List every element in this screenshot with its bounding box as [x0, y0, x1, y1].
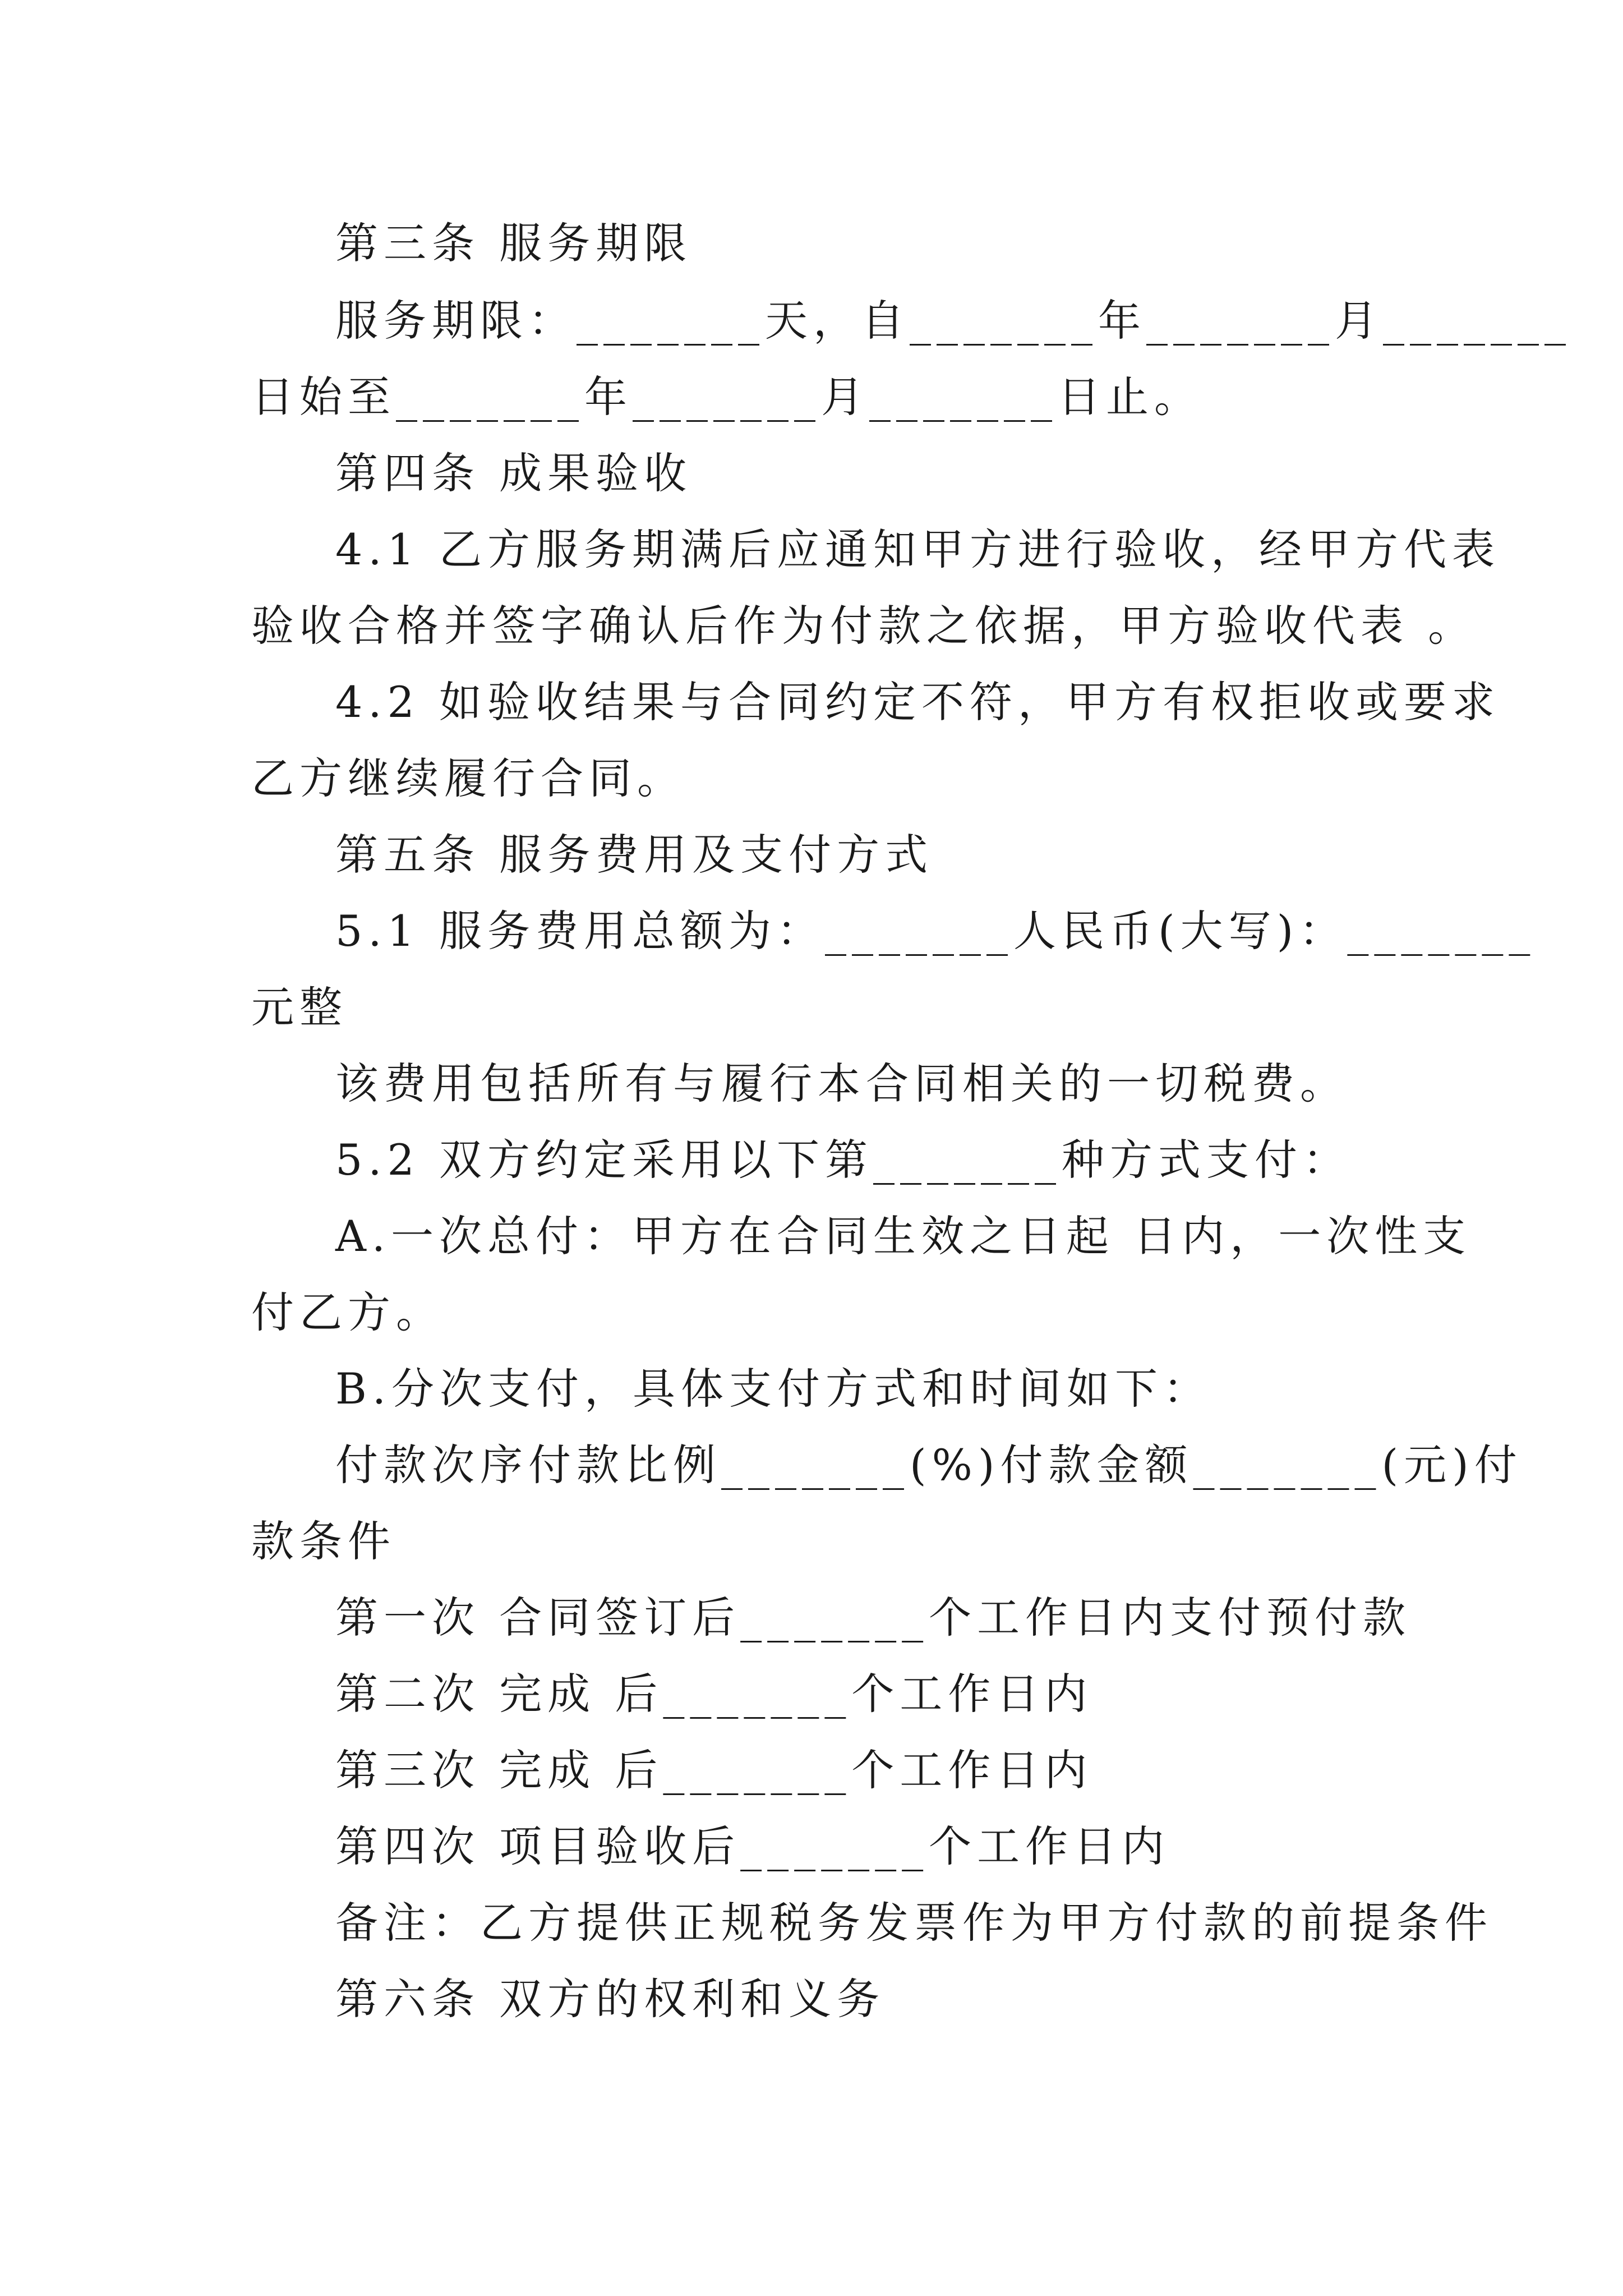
section-heading-3: 第三条 服务期限 — [335, 218, 693, 268]
payment-row: 第二次 完成 后_______个工作日内 — [335, 1669, 1093, 1719]
payment-row: 第三次 完成 后_______个工作日内 — [335, 1745, 1093, 1795]
paragraph-line: 该费用包括所有与履行本合同相关的一切税费。 — [335, 1059, 1348, 1108]
section-heading-6: 第六条 双方的权利和义务 — [335, 1974, 886, 2024]
paragraph-line: 付乙方。 — [251, 1287, 444, 1337]
paragraph-line: 4.1 乙方服务期满后应通知甲方进行验收，经甲方代表 — [335, 524, 1501, 574]
paragraph-line: 日始至_______年_______月_______日止。 — [251, 372, 1202, 422]
paragraph-line: A.一次总付：甲方在合同生效之日起 日内，一次性支 — [335, 1211, 1472, 1261]
paragraph-line: 元整 — [251, 982, 348, 1032]
section-heading-4: 第四条 成果验收 — [335, 448, 693, 498]
paragraph-line: 付款次序付款比例_______(%)付款金额_______(元)付 — [335, 1440, 1523, 1490]
payment-row: 第四次 项目验收后_______个工作日内 — [335, 1821, 1170, 1871]
paragraph-line: 验收合格并签字确认后作为付款之依据，甲方验收代表 。 — [251, 601, 1477, 651]
paragraph-line: 5.2 双方约定采用以下第_______种方式支付： — [335, 1135, 1352, 1185]
paragraph-line: B.分次支付，具体支付方式和时间如下： — [335, 1364, 1212, 1414]
section-heading-5: 第五条 服务费用及支付方式 — [335, 830, 934, 880]
paragraph-line: 服务期限：_______天，自_______年_______月_______ — [335, 296, 1571, 346]
paragraph-line: 4.2 如验收结果与合同约定不符，甲方有权拒收或要求 — [335, 677, 1501, 727]
note-line: 备注：乙方提供正规税务发票作为甲方付款的前提条件 — [335, 1898, 1493, 1948]
paragraph-line: 5.1 服务费用总额为：_______人民币(大写)：_______ — [335, 906, 1536, 956]
payment-row: 第一次 合同签订后_______个工作日内支付预付款 — [335, 1593, 1412, 1642]
paragraph-line: 款条件 — [251, 1516, 396, 1566]
paragraph-line: 乙方继续履行合同。 — [251, 753, 685, 803]
